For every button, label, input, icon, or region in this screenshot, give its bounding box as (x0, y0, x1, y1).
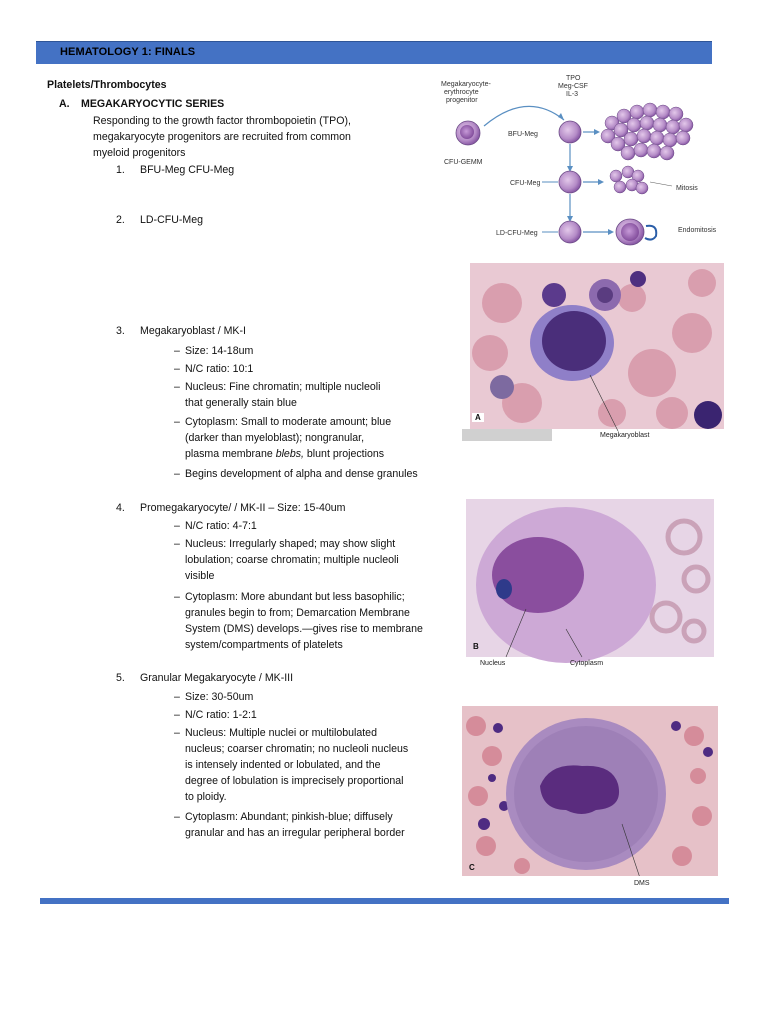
bullet-text: granular and has an irregular peripheral border (185, 827, 405, 839)
bullet-text: Nucleus: Irregularly shaped; may show slight (185, 538, 396, 550)
bullet-text: is intensely indented or lobulated, and the (185, 759, 381, 771)
bullet-text: that generally stain blue (185, 397, 297, 409)
ld-cfu-meg-cell (559, 221, 581, 243)
caption-bar (462, 429, 552, 441)
bullet: – (174, 727, 180, 739)
bullet: – (174, 363, 180, 375)
bullet-text: nucleus; coarser chromatin; no nucleoli nucleus (185, 743, 409, 755)
nucleolus (496, 579, 512, 599)
item-number: 1. (116, 164, 125, 176)
bullet-text: Begins development of alpha and dense granules (185, 468, 418, 480)
bullet-text: visible (185, 570, 215, 582)
small-cell (630, 271, 646, 287)
bullet-text: system/compartments of platelets (185, 639, 343, 651)
bullet: – (174, 468, 180, 480)
small-cell (694, 401, 722, 429)
bullet: – (174, 691, 180, 703)
diagram-label: Mitosis (676, 185, 698, 192)
figure-caption: Cytoplasm (570, 660, 604, 667)
bullet-text: Cytoplasm: More abundant but less basophilic; (185, 591, 405, 603)
footer-bar (40, 898, 729, 904)
diagram-label: Meg-CSF (558, 83, 588, 90)
arrow-head (608, 229, 614, 235)
small-cell (542, 283, 566, 307)
figure-caption: Megakaryoblast (600, 432, 650, 439)
cfu-colony-cluster (610, 166, 648, 194)
arrow-head (598, 179, 604, 185)
bullet: – (174, 345, 180, 357)
diagram-label: IL-3 (566, 91, 579, 98)
intro-line: Responding to the growth factor thrombopoietin (TPO), (93, 115, 351, 127)
micrograph-promegakaryocyte (466, 499, 714, 671)
megakaryopoiesis-diagram (432, 68, 728, 248)
bullet: – (174, 709, 180, 721)
bullet-text: N/C ratio: 10:1 (185, 363, 254, 375)
diagram-svg (432, 68, 728, 248)
micrograph-granular-megakaryocyte (462, 706, 718, 892)
lobulated-nucleus (540, 765, 619, 814)
bullet-text: Size: 14-18um (185, 345, 254, 357)
bullet: – (174, 538, 180, 550)
panel-letter: C (469, 863, 475, 872)
item-number: 2. (116, 214, 125, 226)
bullet: – (174, 811, 180, 823)
diagram-label: TPO (566, 75, 581, 82)
bfu-colony-cluster (601, 103, 693, 160)
item-label: BFU-Meg CFU-Meg (140, 164, 235, 176)
bullet-text: plasma membrane blebs, blunt projections (185, 448, 385, 460)
small-cell (490, 375, 514, 399)
cycle-arrow (645, 226, 656, 240)
micrograph-megakaryoblast (462, 263, 724, 443)
diagram-label: BFU-Meg (508, 131, 538, 138)
figure-caption: DMS (634, 880, 650, 887)
bullet-text: degree of lobulation is imprecisely proportional (185, 775, 404, 787)
diagram-label: LD-CFU-Meg (496, 230, 538, 237)
arrow-head (594, 129, 600, 135)
item-label: Promegakaryocyte/ / MK-II – Size: 15-40um (140, 502, 346, 514)
progenitor-nucleus (460, 125, 474, 139)
bullet: – (174, 520, 180, 532)
item-number: 3. (116, 325, 125, 337)
item-number: 4. (116, 502, 125, 514)
diagram-label: progenitor (446, 97, 478, 104)
leader-line (650, 182, 672, 186)
bullet-text: granules begin to from; Demarcation Membrane (185, 607, 410, 619)
micrograph-svg (462, 263, 724, 443)
item-number: 5. (116, 672, 125, 684)
bfu-meg-cell (559, 121, 581, 143)
panel-letter: B (473, 642, 479, 651)
item-label: LD-CFU-Meg (140, 214, 203, 226)
arrow-curve (484, 106, 564, 126)
bullet-text: Cytoplasm: Small to moderate amount; blue (185, 416, 392, 428)
item-label: Megakaryoblast / MK-I (140, 325, 246, 337)
caption-area (462, 876, 718, 892)
megakaryoblast-nucleus (542, 311, 606, 371)
bullet-text: (darker than myeloblast); nongranular, (185, 432, 365, 444)
section-title: Platelets/Thrombocytes (47, 79, 167, 91)
diagram-label: CFU-GEMM (444, 159, 483, 166)
micrograph-svg (466, 499, 714, 671)
bullet: – (174, 381, 180, 393)
diagram-label: CFU-Meg (510, 180, 541, 187)
bullet-text: N/C ratio: 4-7:1 (185, 520, 257, 532)
item-label: Granular Megakaryocyte / MK-III (140, 672, 294, 684)
bullet: – (174, 416, 180, 428)
cfu-meg-cell (559, 171, 581, 193)
diagram-label: Megakaryocyte- (441, 81, 491, 88)
bullet-text: Size: 30-50um (185, 691, 254, 703)
micrograph-svg (462, 706, 718, 892)
subsection-label: A. (59, 98, 70, 110)
panel-letter: A (472, 413, 484, 422)
endomitosis-nucleus (621, 223, 639, 241)
promegakaryocyte-nucleus (492, 537, 584, 613)
subsection-title: MEGAKARYOCYTIC SERIES (81, 98, 225, 110)
bullet-text: Nucleus: Multiple nuclei or multilobulated (185, 727, 377, 739)
intro-line: myeloid progenitors (93, 147, 186, 159)
bullet-text: N/C ratio: 1-2:1 (185, 709, 257, 721)
bullet-text: System (DMS) develops.—gives rise to membrane (185, 623, 423, 635)
page-title: HEMATOLOGY 1: FINALS (60, 46, 196, 58)
diagram-label: erythrocyte (444, 89, 479, 96)
bullet-text: Nucleus: Fine chromatin; multiple nucleoli (185, 381, 381, 393)
small-cell-nucleus (597, 287, 613, 303)
bullet-text: lobulation; coarse chromatin; multiple nucleoli (185, 554, 399, 566)
diagram-label: Endomitosis (678, 227, 717, 234)
figure-caption: Nucleus (480, 660, 506, 667)
bullet-text: to ploidy. (185, 791, 227, 803)
bullet-text: Cytoplasm: Abundant; pinkish-blue; diffusely (185, 811, 393, 823)
arrow-head (558, 113, 564, 120)
bullet: – (174, 591, 180, 603)
intro-line: megakaryocyte progenitors are recruited from common (93, 131, 351, 143)
